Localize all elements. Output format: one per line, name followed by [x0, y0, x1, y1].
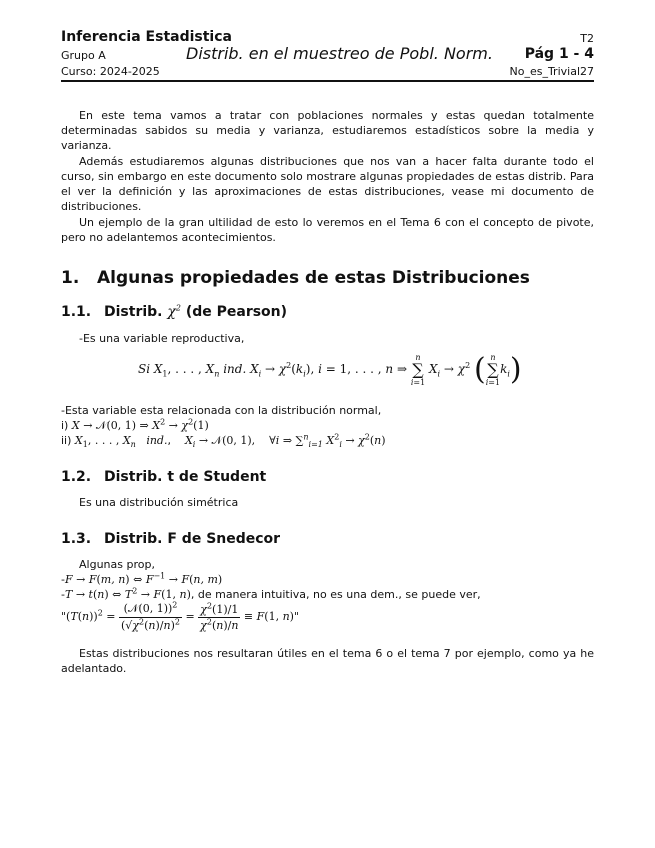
- f-property-line: -F → F(m, n) ⇔ $F^{-1} \to F(n$, m): [61, 571, 223, 586]
- course-year: Curso: 2024-2025: [61, 65, 160, 78]
- subsection-1-2-number: 1.2.: [61, 469, 92, 485]
- normal-relation-note: -Esta variable esta relacionada con la distribución normal,: [61, 404, 382, 417]
- reproductive-formula: Si $X_1$, . . . , $X_n$ ind. $X_i \to \chi^2(k_i)$, i = 1, . . . , n ⇒ n ∑ i=1 $X_i \to \chi^2$ ( n ∑ $i=1k_i$): [138, 352, 522, 387]
- symmetric-note: Es una distribución simétrica: [79, 496, 239, 509]
- subsection-1-3-heading: [61, 531, 280, 547]
- subsection-1-1-title-pre: Distrib.: [104, 304, 163, 320]
- property-ii-label: ii): [61, 434, 72, 447]
- subsection-1-2-heading: [61, 469, 266, 485]
- section-1-number: 1.: [61, 268, 80, 288]
- subsection-1-1-title-post: (de Pearson): [185, 304, 288, 320]
- subsection-1-1-heading: [61, 304, 287, 320]
- t-property-line: -T → t(n) ⇔ $T^2 \to F(1$, n), de manera intuitiva, no es una dem., se puede ver,: [61, 586, 481, 601]
- section-1-title: Algunas propiedades de estas Distribuciones: [97, 268, 530, 288]
- t-squared-formula: "$(T(n))^2$ = $\frac{(𝒩(0, 1))^2}{(√\chi^2(n)/n)^2}$ = $\frac{\chi^2(1)/1}{\chi^2(n)/n}$ ≡ F(1, n)": [61, 600, 300, 632]
- property-ii: ii) $X_1$, . . . , $X_n$ ind., $X_i$ → 𝒩(0, 1), ∀i ⇒ ∑$^n_{i=1}$ $X^2_i \to \chi^2(n)$: [61, 432, 386, 450]
- t-property-tail: , de manera intuitiva, no es una dem., se puede ver,: [190, 588, 481, 601]
- subsection-1-3-number: 1.3.: [61, 531, 92, 547]
- subsection-1-2-title: Distrib. t de Student: [104, 469, 267, 485]
- header-divider: [61, 80, 594, 82]
- closing-paragraph: Estas distribuciones nos resultaran útiles en el tema 6 o el tema 7 por ejemplo, como ya he adelantado.: [61, 647, 594, 675]
- course-title: Inferencia Estadistica: [61, 29, 232, 45]
- page-number: Pág 1 - 4: [524, 46, 594, 62]
- property-i-label: i): [61, 419, 69, 432]
- subsection-1-1-number: 1.1.: [61, 304, 92, 320]
- section-1-heading: [61, 268, 530, 288]
- topic-label: T2: [580, 32, 594, 45]
- intro-paragraph-2: Además estudiaremos algunas distribuciones que nos van a hacer falta durante todo el curso, sin embargo en este documento solo mostrare algunas propiedades de estas distrib. Para el ver la definición y las aproximaciones de estas distribuciones, vease mi documento de distribuciones.: [61, 155, 594, 213]
- subsection-1-3-title: Distrib. F de Snedecor: [104, 531, 281, 547]
- author-label: No_es_Trivial27: [509, 65, 594, 78]
- intro-paragraph-3: Un ejemplo de la gran ultilidad de esto lo veremos en el Tema 6 con el concepto de pivote, pero no adelantemos acontecimientos.: [61, 216, 594, 244]
- intro-paragraph-1: En este tema vamos a tratar con poblaciones normales y estas quedan totalmente determinadas sabidos su media y varianza, estudiaremos estadísticos sobre la media y varianza.: [61, 109, 594, 152]
- group-label: Grupo A: [61, 49, 106, 62]
- chi-squared-symbol: $\chi^2$: [167, 303, 181, 320]
- some-properties-label: Algunas prop,: [79, 558, 155, 571]
- property-i: i) X → 𝒩(0, 1) ⇒ $X^2 \to \chi^2(1)$: [61, 417, 209, 432]
- reproductive-note: -Es una variable reproductiva,: [79, 332, 245, 345]
- document-title: Distrib. en el muestreo de Pobl. Norm.: [186, 44, 493, 63]
